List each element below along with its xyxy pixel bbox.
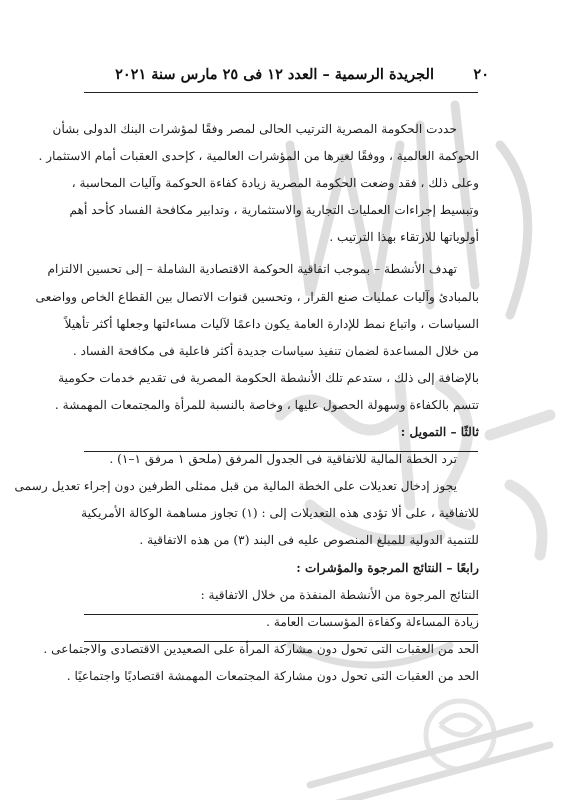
paragraph-line: بالإضافة إلى ذلك ، ستدعم تلك الأنشطة الحكومة المصرية فى تقديم خدمات حكومية — [58, 370, 479, 385]
paragraph-line: بالمبادئ وآليات عمليات صنع القرار ، وتحسين قنوات الاتصال بين القطاع الخاص وواضعى — [35, 289, 479, 304]
paragraph-line: الحد من العقبات التى تحول دون مشاركة المجتمعات المهمشة اقتصاديًا واجتماعيًا . — [66, 668, 479, 683]
heading-underline — [84, 451, 478, 452]
paragraph-line: زيادة المساءلة وكفاءة المؤسسات العامة . — [266, 614, 479, 629]
document-body — [14, 116, 479, 690]
heading-underline — [84, 641, 478, 642]
section-heading-funding: ثالثًا – التمويل : — [400, 425, 479, 440]
paragraph-line: وتبسيط إجراءات العمليات التجارية والاستثمارية ، وتدابير مكافحة الفساد كأحد أهم — [69, 203, 479, 218]
paragraph-line: النتائج المرجوة من الأنشطة المنفذة من خلال الاتفاقية : — [200, 587, 479, 602]
paragraph-line: تهدف الأنشطة – بموجب اتفاقية الحوكمة الاقتصادية الشاملة – إلى تحسين الالتزام — [47, 262, 457, 277]
section-heading-results: رابعًا – النتائج المرجوة والمؤشرات : — [296, 560, 479, 575]
paragraph-line: يجوز إدخال تعديلات على الخطة المالية من قبل ممثلى الطرفين دون إجراء تعديل رسمى — [14, 479, 457, 494]
paragraph-line: السياسات ، واتباع نمط للإدارة العامة يكون داعمًا لآليات مساءلتها وجعلها أكثر تأهيلاً — [64, 316, 479, 331]
paragraph-line: الحوكمة العالمية ، ووفقًا لغيرها من المؤشرات العالمية ، كإحدى العقبات أمام الاستثمار . — [38, 149, 479, 164]
page-header — [38, 66, 489, 88]
page-number: ٢٠ — [473, 66, 489, 83]
paragraph-line: أولوياتها للارتقاء بهذا الترتيب . — [329, 230, 479, 245]
paragraph-line: وعلى ذلك ، فقد وضعت الحكومة المصرية زيادة كفاءة الحوكمة وآليات المحاسبة ، — [71, 176, 479, 191]
paragraph-line: حددت الحكومة المصرية الترتيب الحالى لمصر وفقًا لمؤشرات البنك الدولى بشأن — [52, 122, 457, 136]
heading-underline — [84, 614, 478, 615]
paragraph-line: ترد الخطة المالية للاتفاقية فى الجدول المرفق (ملحق ١ مرفق ١–١) . — [109, 452, 457, 467]
paragraph-line: من خلال المساعدة لضمان تنفيذ سياسات جديدة أكثر فاعلية فى مكافحة الفساد . — [72, 343, 479, 358]
paragraph-line: للاتفاقية ، على ألا تؤدى هذه التعديلات إلى : (١) تجاوز مساهمة الوكالة الأمريكية — [81, 506, 479, 521]
paragraph-line: تتسم بالكفاءة وسهولة الحصول عليها ، وخاصة بالنسبة للمرأة والمجتمعات المهمشة . — [54, 397, 479, 412]
paragraph-line: الحد من العقبات التى تحول دون مشاركة المرأة على الصعيدين الاقتصادى والاجتماعى . — [43, 641, 479, 656]
paragraph-line: للتنمية الدولية للمبلغ المنصوص عليه فى البند (٣) من هذه الاتفاقية . — [139, 533, 479, 548]
header-rule — [84, 92, 478, 93]
gazette-issue-title: الجريدة الرسمية – العدد ١٢ فى ٢٥ مارس سنة ٢٠٢١ — [115, 66, 434, 83]
